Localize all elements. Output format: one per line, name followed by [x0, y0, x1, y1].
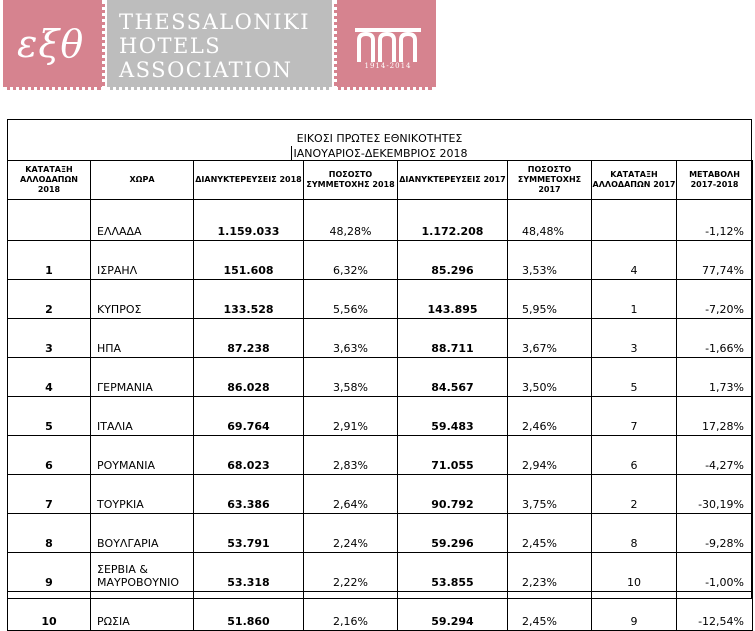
- header-banner: [0, 0, 755, 95]
- cell-nights-2018: 133.528: [194, 280, 304, 319]
- table-row: [8, 553, 753, 592]
- cell-rank-2017: 10: [592, 553, 677, 592]
- cell-rank-2017: 9: [592, 592, 677, 631]
- table-title: [8, 131, 751, 161]
- cell-share-2017: 3,67%: [508, 319, 592, 358]
- cell-change: -1,12%: [677, 200, 753, 241]
- cell-nights-2018: 69.764: [194, 397, 304, 436]
- cell-share-2018: 3,63%: [304, 319, 398, 358]
- association-name-line-1: THESSALONIKI: [119, 10, 311, 34]
- cell-nights-2018: 68.023: [194, 436, 304, 475]
- cell-nights-2017: 59.294: [398, 592, 508, 631]
- cell-nights-2017: 88.711: [398, 319, 508, 358]
- table-row: [8, 514, 753, 553]
- cell-rank-2017: 7: [592, 397, 677, 436]
- cell-share-2017: 3,75%: [508, 475, 592, 514]
- cell-share-2018: 2,16%: [304, 592, 398, 631]
- cell-nights-2017: 53.855: [398, 553, 508, 592]
- cell-country: ΙΣΡΑΗΛ: [91, 241, 194, 280]
- col-header-nights-2017: ΔΙΑΝΥΚΤΕΡΕΥΣΕΙΣ 2017: [398, 161, 508, 200]
- table-row: [8, 436, 753, 475]
- cell-change: 17,28%: [677, 397, 753, 436]
- cell-nights-2017: 143.895: [398, 280, 508, 319]
- cell-nights-2018: 53.791: [194, 514, 304, 553]
- col-header-rank-2018: ΚΑΤΑΤΑΞΗ ΑΛΛΟΔΑΠΩΝ 2018: [8, 161, 91, 200]
- cell-share-2018: 2,24%: [304, 514, 398, 553]
- cell-rank-2017: 3: [592, 319, 677, 358]
- cell-country: ΡΟΥΜΑΝΙΑ: [91, 436, 194, 475]
- cell-rank-2018: 8: [8, 514, 91, 553]
- table-title-line-1: ΕΙΚΟΣΙ ΠΡΩΤΕΣ ΕΘΝΙΚΟΤΗΤΕΣ: [296, 132, 463, 145]
- logo-monogram: εξθ: [17, 22, 85, 66]
- anniversary-years: 1914-2014: [364, 62, 412, 70]
- logo-stamp: [3, 0, 105, 90]
- cell-nights-2018: 86.028: [194, 358, 304, 397]
- cell-nights-2017: 59.296: [398, 514, 508, 553]
- cell-rank-2018: 7: [8, 475, 91, 514]
- table-row: [8, 397, 753, 436]
- cell-rank-2018: 3: [8, 319, 91, 358]
- cell-rank-2018: [8, 200, 91, 241]
- cell-rank-2018: 4: [8, 358, 91, 397]
- cell-change: -30,19%: [677, 475, 753, 514]
- cell-change: 77,74%: [677, 241, 753, 280]
- cell-country: ΡΩΣΙΑ: [91, 592, 194, 631]
- cell-change: -9,28%: [677, 514, 753, 553]
- table-title-line-2: ΙΑΝΟΥΑΡΙΟΣ-ΔΕΚΕΜΒΡΙΟΣ 2018: [293, 147, 468, 160]
- cell-nights-2018: 151.608: [194, 241, 304, 280]
- cell-change: 1,73%: [677, 358, 753, 397]
- table-row: [8, 319, 753, 358]
- cell-share-2018: 6,32%: [304, 241, 398, 280]
- cell-nights-2017: 85.296: [398, 241, 508, 280]
- cell-share-2017: 2,23%: [508, 553, 592, 592]
- col-header-share-2018: ΠΟΣΟΣΤΟ ΣΥΜΜΕΤΟΧΗΣ 2018: [304, 161, 398, 200]
- association-name-line-2: HOTELS: [119, 34, 222, 58]
- cell-rank-2018: 9: [8, 553, 91, 592]
- cell-change: -4,27%: [677, 436, 753, 475]
- cell-country: ΒΟΥΛΓΑΡΙΑ: [91, 514, 194, 553]
- cell-change: -1,00%: [677, 553, 753, 592]
- cell-share-2018: 2,83%: [304, 436, 398, 475]
- arches-icon: [353, 24, 423, 64]
- cell-share-2017: 3,53%: [508, 241, 592, 280]
- col-header-change: ΜΕΤΑΒΟΛΗ 2017-2018: [677, 161, 753, 200]
- cell-nights-2017: 71.055: [398, 436, 508, 475]
- col-header-rank-2017: ΚΑΤΑΤΑΞΗ ΑΛΛΟΔΑΠΩΝ 2017: [592, 161, 677, 200]
- table-row: [8, 280, 753, 319]
- cell-nights-2018: 53.318: [194, 553, 304, 592]
- cell-rank-2017: [592, 200, 677, 241]
- cell-nights-2017: 1.172.208: [398, 200, 508, 241]
- cell-nights-2017: 59.483: [398, 397, 508, 436]
- cell-change: -7,20%: [677, 280, 753, 319]
- cell-rank-2017: 1: [592, 280, 677, 319]
- table-row: [8, 200, 753, 241]
- cell-country: ΙΤΑΛΙΑ: [91, 397, 194, 436]
- association-name-stamp: [107, 0, 332, 90]
- cell-share-2017: 48,48%: [508, 200, 592, 241]
- col-header-share-2017: ΠΟΣΟΣΤΟ ΣΥΜΜΕΤΟΧΗΣ 2017: [508, 161, 592, 200]
- cell-rank-2017: 5: [592, 358, 677, 397]
- cell-share-2017: 3,50%: [508, 358, 592, 397]
- cell-rank-2018: 2: [8, 280, 91, 319]
- cell-share-2018: 2,22%: [304, 553, 398, 592]
- cell-change: -12,54%: [677, 592, 753, 631]
- cell-nights-2018: 87.238: [194, 319, 304, 358]
- table-row: [8, 592, 753, 631]
- nationalities-table: [7, 160, 753, 631]
- cell-rank-2018: 6: [8, 436, 91, 475]
- cell-nights-2018: 1.159.033: [194, 200, 304, 241]
- anniversary-stamp: [334, 0, 436, 90]
- cell-rank-2017: 2: [592, 475, 677, 514]
- cell-share-2018: 3,58%: [304, 358, 398, 397]
- cell-share-2018: 2,64%: [304, 475, 398, 514]
- cell-nights-2017: 84.567: [398, 358, 508, 397]
- cell-rank-2018: 1: [8, 241, 91, 280]
- report-table-frame: [7, 119, 752, 628]
- cell-rank-2017: 6: [592, 436, 677, 475]
- cell-share-2018: 2,91%: [304, 397, 398, 436]
- cell-country: ΤΟΥΡΚΙΑ: [91, 475, 194, 514]
- cell-share-2017: 2,46%: [508, 397, 592, 436]
- cell-nights-2017: 90.792: [398, 475, 508, 514]
- table-row: [8, 241, 753, 280]
- table-header-row: [8, 161, 753, 200]
- col-header-nights-2018: ΔΙΑΝΥΚΤΕΡΕΥΣΕΙΣ 2018: [194, 161, 304, 200]
- cell-rank-2018: 5: [8, 397, 91, 436]
- cell-country: ΓΕΡΜΑΝΙΑ: [91, 358, 194, 397]
- cell-country: ΗΠΑ: [91, 319, 194, 358]
- cell-rank-2017: 8: [592, 514, 677, 553]
- cell-nights-2018: 63.386: [194, 475, 304, 514]
- cell-share-2017: 2,94%: [508, 436, 592, 475]
- cell-country: ΚΥΠΡΟΣ: [91, 280, 194, 319]
- cell-country: ΕΛΛΑΔΑ: [91, 200, 194, 241]
- association-name-line-3: ASSOCIATION: [119, 58, 293, 82]
- cell-country: ΣΕΡΒΙΑ & ΜΑΥΡΟΒΟΥΝΙΟ: [91, 553, 194, 592]
- cell-share-2018: 48,28%: [304, 200, 398, 241]
- cell-change: -1,66%: [677, 319, 753, 358]
- cell-rank-2018: 10: [8, 592, 91, 631]
- cell-share-2017: 2,45%: [508, 514, 592, 553]
- table-row: [8, 358, 753, 397]
- cell-share-2017: 2,45%: [508, 592, 592, 631]
- table-row: [8, 475, 753, 514]
- cell-nights-2018: 51.860: [194, 592, 304, 631]
- cell-share-2018: 5,56%: [304, 280, 398, 319]
- col-header-country: ΧΩΡΑ: [91, 161, 194, 200]
- cell-share-2017: 5,95%: [508, 280, 592, 319]
- cell-rank-2017: 4: [592, 241, 677, 280]
